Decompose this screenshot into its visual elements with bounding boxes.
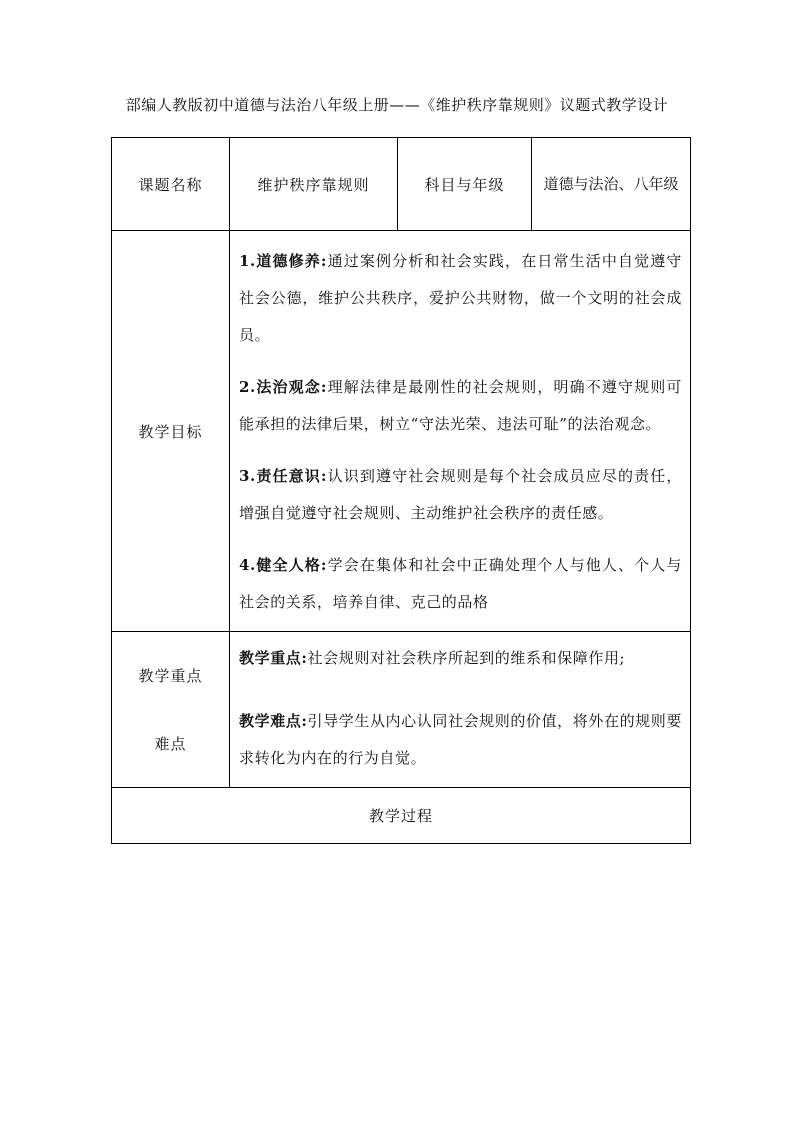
key-point-text: 社会规则对社会秩序所起到的维系和保障作用;: [307, 649, 626, 667]
goal-item: [239, 243, 682, 354]
goal-head: 3.责任意识:: [239, 467, 328, 485]
key-points-label-line1: 教学重点: [138, 666, 203, 685]
teaching-process-row: [112, 788, 691, 844]
teaching-goals-content: [230, 231, 691, 632]
goal-item: [239, 369, 682, 443]
subject-grade-label: 科目与年级: [398, 138, 532, 231]
key-point: [239, 640, 682, 677]
teaching-goals-label: 教学目标: [112, 231, 230, 632]
lesson-plan-table: [111, 137, 691, 844]
key-points-content: [230, 632, 691, 788]
teaching-process-heading: 教学过程: [112, 788, 691, 844]
course-name-value: 维护秩序靠规则: [230, 138, 398, 231]
teaching-goals-row: [112, 231, 691, 632]
course-info-row: [112, 138, 691, 231]
difficult-point-text: 引导学生从内心认同社会规则的价值，将外在的规则要求转化为内在的行为自觉。: [239, 712, 682, 767]
goal-item: [239, 458, 682, 532]
goal-head: 1.道德修养:: [239, 252, 328, 270]
goal-item: [239, 547, 682, 621]
key-points-label-line2: 难点: [154, 734, 187, 753]
goal-head: 4.健全人格:: [239, 556, 328, 574]
goal-text: 学会在集体和社会中正确处理个人与他人、个人与社会的关系，培养自律、克己的品格: [239, 556, 682, 611]
key-point-head: 教学重点:: [239, 649, 308, 667]
key-points-row: [112, 632, 691, 788]
course-name-label: 课题名称: [112, 138, 230, 231]
subject-grade-value: 道德与法治、八年级: [532, 138, 691, 231]
document-title: 部编人教版初中道德与法治八年级上册——《维护秩序靠规则》议题式教学设计: [125, 96, 669, 114]
goal-text: 认识到遵守社会规则是每个社会成员应尽的责任，增强自觉遵守社会规则、主动维护社会秩序的责任感。: [239, 467, 682, 522]
goal-text: 理解法律是最刚性的社会规则，明确不遵守规则可能承担的法律后果，树立“守法光荣、违法可耻”的法治观念。: [239, 378, 682, 433]
difficult-point-head: 教学难点:: [239, 712, 308, 730]
goal-head: 2.法治观念:: [239, 378, 328, 396]
difficult-point: [239, 703, 682, 777]
key-points-label: [112, 632, 230, 788]
goal-text: 通过案例分析和社会实践，在日常生活中自觉遵守社会公德，维护公共秩序，爱护公共财物，做一个文明的社会成员。: [239, 252, 682, 344]
